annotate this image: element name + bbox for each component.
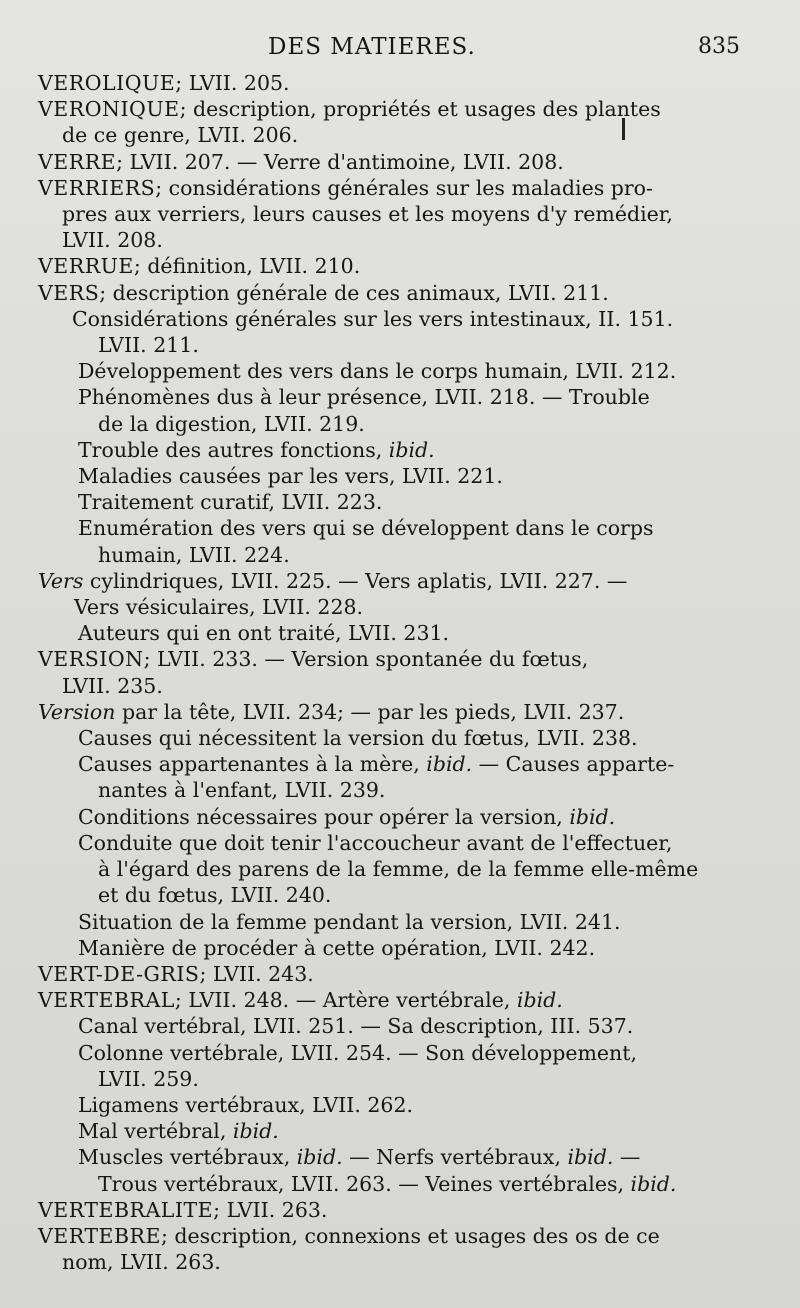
entry-text: ; LVII. 243. xyxy=(199,961,314,986)
entry-text: Conditions nécessaires pour opérer la version, xyxy=(78,804,570,829)
entry-text: Enumération des vers qui se développent dans le corps xyxy=(78,516,654,541)
entry-text: ; définition, LVII. 210. xyxy=(133,254,361,279)
entry-text: Traitement curatif, LVII. 223. xyxy=(78,490,383,515)
entry-text: Manière de procéder à cette opération, LVII. 242. xyxy=(78,935,596,960)
index-line xyxy=(38,725,778,751)
index-line xyxy=(38,568,778,594)
entry-text: nom, LVII. 263. xyxy=(62,1250,221,1275)
index-line xyxy=(38,149,778,175)
entry-text: et du fœtus, LVII. 240. xyxy=(98,883,332,908)
italic-text: ibid. xyxy=(630,1171,677,1196)
index-line xyxy=(38,830,778,856)
entry-text: de ce genre, LVII. 206. xyxy=(62,123,299,148)
index-line xyxy=(38,646,778,672)
entry-text: Vers vésiculaires, LVII. 228. xyxy=(74,595,364,620)
entry-text: Phénomènes dus à leur présence, LVII. 218. — Trouble xyxy=(78,385,650,410)
entry-text: LVII. 211. xyxy=(98,333,199,358)
index-line xyxy=(38,175,778,201)
entry-headword: VEROLIQUE xyxy=(38,71,176,95)
index-line xyxy=(38,1092,778,1118)
entry-text: Maladies causées par les vers, LVII. 221. xyxy=(78,464,503,489)
entry-text: Canal vertébral, LVII. 251. — Sa description, III. 537. xyxy=(78,1014,634,1039)
entry-text: LVII. 235. xyxy=(62,673,163,698)
index-line xyxy=(38,253,778,279)
entry-headword: VERONIQUE xyxy=(38,97,180,122)
index-line xyxy=(38,384,778,410)
header-title: DES MATIERES. xyxy=(268,34,476,60)
entry-text: pres aux verriers, leurs causes et les moyens d'y remédier, xyxy=(62,202,673,227)
entry-headword: VERTEBRALITE xyxy=(38,1197,214,1222)
index-line xyxy=(38,987,778,1013)
italic-text: ibid. xyxy=(516,988,563,1013)
index-line xyxy=(38,594,778,620)
entry-text: ; LVII. 207. — Verre d'antimoine, LVII. 208. xyxy=(116,149,564,174)
entry-text: Situation de la femme pendant la version, LVII. 241. xyxy=(78,909,621,934)
entry-text: Trous vertébraux, LVII. 263. — Veines vertébrales, xyxy=(98,1171,631,1196)
index-line xyxy=(38,620,778,646)
index-line xyxy=(38,201,778,227)
entry-text: Trouble des autres fonctions, xyxy=(78,437,389,462)
index-line xyxy=(38,909,778,935)
index-line xyxy=(38,1223,778,1249)
entry-text: ; LVII. 263. xyxy=(213,1197,328,1222)
index-line xyxy=(38,1013,778,1039)
index-line xyxy=(38,882,778,908)
entry-text: LVII. 259. xyxy=(98,1066,199,1091)
entry-text: ; description, connexions et usages des os de ce xyxy=(160,1223,660,1248)
entry-text: Auteurs qui en ont traité, LVII. 231. xyxy=(78,621,450,646)
index-line xyxy=(38,1144,778,1170)
entry-headword: VERT-DE-GRIS xyxy=(38,961,200,986)
entry-headword: VERS xyxy=(38,280,100,305)
entry-headword: VERSION xyxy=(38,647,144,672)
entry-text: cylindriques, LVII. 225. — Vers aplatis, LVII. 227. — xyxy=(83,568,628,593)
index-line xyxy=(38,542,778,568)
entry-text: ; description générale de ces animaux, LVII. 211. xyxy=(99,280,609,305)
index-line xyxy=(38,1249,778,1275)
entry-text: Développement des vers dans le corps humain, LVII. 212. xyxy=(78,359,677,384)
index-line xyxy=(38,935,778,961)
index-line xyxy=(38,437,778,463)
index-line xyxy=(38,777,778,803)
index-line xyxy=(38,804,778,830)
index-line xyxy=(38,70,778,96)
italic-text: ibid. xyxy=(567,1145,614,1170)
entry-text: humain, LVII. 224. xyxy=(98,542,290,567)
entry-text: par la tête, LVII. 234; — par les pieds, LVII. 237. xyxy=(115,699,625,724)
entry-headword: VERTEBRE xyxy=(38,1223,161,1248)
entry-text: Mal vertébral, xyxy=(78,1119,233,1144)
running-header xyxy=(0,30,800,66)
index-line xyxy=(38,463,778,489)
italic-text: ibid. xyxy=(388,437,435,462)
index-line xyxy=(38,1066,778,1092)
entry-text: — Nerfs vertébraux, xyxy=(342,1145,568,1170)
entry-headword: VERTEBRAL xyxy=(38,988,175,1013)
italic-text: Vers xyxy=(38,568,84,593)
index-line xyxy=(38,1171,778,1197)
index-line xyxy=(38,489,778,515)
entry-headword: VERRE xyxy=(38,149,117,174)
index-line xyxy=(38,1040,778,1066)
index-line xyxy=(38,306,778,332)
entry-text: ; LVII. 205. xyxy=(175,71,290,95)
entry-text: LVII. 208. xyxy=(62,228,163,253)
entry-text: Considérations générales sur les vers intestinaux, II. 151. xyxy=(72,306,674,331)
index-line xyxy=(38,699,778,725)
italic-text: ibid. xyxy=(569,804,616,829)
index-line xyxy=(38,1197,778,1223)
entry-text: Causes appartenantes à la mère, xyxy=(78,752,427,777)
entry-text: Conduite que doit tenir l'accoucheur avant de l'effectuer, xyxy=(78,830,673,855)
index-line xyxy=(38,96,778,122)
index-line xyxy=(38,332,778,358)
entry-headword: VERRUE xyxy=(38,254,134,279)
index-line xyxy=(38,673,778,699)
entry-text: ; considérations générales sur les maladies pro- xyxy=(155,175,653,200)
index-entries xyxy=(38,70,778,1275)
entry-text: — xyxy=(613,1145,641,1170)
index-line xyxy=(38,856,778,882)
entry-text: Causes qui nécessitent la version du fœtus, LVII. 238. xyxy=(78,726,638,751)
index-line xyxy=(38,515,778,541)
index-line xyxy=(38,1118,778,1144)
entry-text: — Causes apparte- xyxy=(472,752,675,777)
entry-headword: VERRIERS xyxy=(38,175,156,200)
italic-text: ibid. xyxy=(296,1145,343,1170)
index-line xyxy=(38,122,778,148)
entry-text: Muscles vertébraux, xyxy=(78,1145,297,1170)
italic-text: ibid. xyxy=(426,752,473,777)
page-number: 835 xyxy=(698,34,740,59)
entry-text: Colonne vertébrale, LVII. 254. — Son développement, xyxy=(78,1040,637,1065)
index-line xyxy=(38,280,778,306)
entry-text: ; LVII. 233. — Version spontanée du fœtus, xyxy=(143,647,589,672)
entry-text: nantes à l'enfant, LVII. 239. xyxy=(98,778,386,803)
index-line xyxy=(38,961,778,987)
italic-text: Version xyxy=(38,699,116,724)
italic-text: ibid. xyxy=(232,1119,279,1144)
index-line xyxy=(38,411,778,437)
entry-text: à l'égard des parens de la femme, de la femme elle-même xyxy=(98,857,699,882)
index-line xyxy=(38,358,778,384)
entry-text: Ligamens vertébraux, LVII. 262. xyxy=(78,1092,414,1117)
entry-text: ; description, propriétés et usages des plantes xyxy=(179,97,661,122)
entry-text: ; LVII. 248. — Artère vertébrale, xyxy=(174,988,517,1013)
index-line xyxy=(38,227,778,253)
index-line xyxy=(38,751,778,777)
entry-text: de la digestion, LVII. 219. xyxy=(98,411,365,436)
